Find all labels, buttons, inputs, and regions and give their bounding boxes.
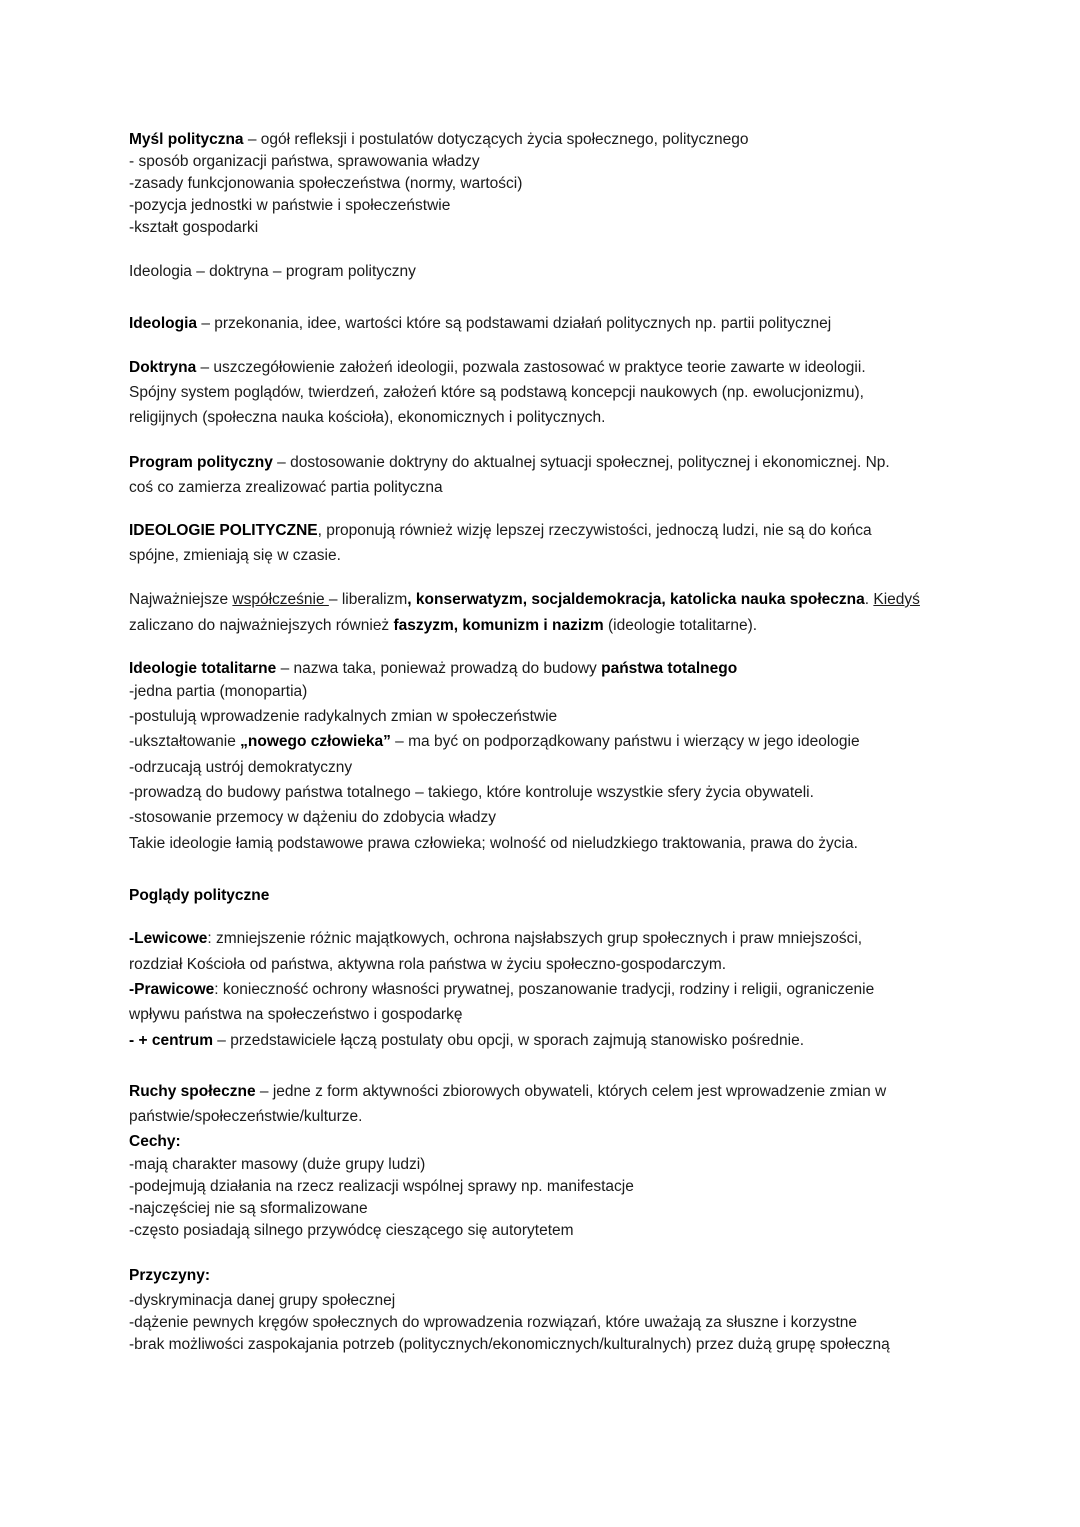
ideologia-term: Ideologia — [129, 315, 198, 332]
lewicowe-term: -Lewicowe — [129, 930, 208, 947]
ideologia-text: – przekonania, idee, wartości które są podstawami działań politycznych np. partii politycznej — [197, 315, 832, 332]
cechy-item-1: -mają charakter masowy (duże grupy ludzi) — [129, 1156, 426, 1173]
totalitarne-item-3-c: – ma być on podporządkowany państwu i wierzący w jego ideologie — [390, 733, 860, 750]
mysl-item-3: -pozycja jednostki w państwie i społeczeństwie — [129, 197, 451, 214]
ruchy-text-1: – jedne z form aktywności zbiorowych obywateli, których celem jest wprowadzenie zmian w — [255, 1083, 887, 1100]
ruchy-line-2: państwie/społeczeństwie/kulturze. — [129, 1108, 363, 1125]
poglady-heading — [129, 886, 269, 906]
najwazniejsze-line-2 — [129, 616, 757, 636]
kiedys-underlined: Kiedyś — [873, 591, 920, 608]
totalitarne-item-2: -postulują wprowadzenie radykalnych zmian w społeczeństwie — [129, 708, 558, 725]
totalitarne-item-1: -jedna partia (monopartia) — [129, 683, 308, 700]
panstwa-totalnego-bold: państwa totalnego — [601, 660, 738, 677]
centrum-term: - + centrum — [129, 1032, 213, 1049]
mysl-item-1: - sposób organizacji państwa, sprawowania władzy — [129, 153, 480, 170]
prawicowe-line-1 — [129, 980, 874, 1000]
ideologie-polityczne-line-2: spójne, zmieniają się w czasie. — [129, 547, 341, 564]
program-term: Program polityczny — [129, 454, 273, 471]
cechy-item-4: -często posiadają silnego przywódcę cieszącego się autorytetem — [129, 1222, 574, 1239]
lewicowe-line-1 — [129, 929, 862, 949]
totalitarne-term: Ideologie totalitarne — [129, 660, 277, 677]
totalitarne-lead — [129, 659, 737, 679]
prawicowe-term: -Prawicowe — [129, 981, 215, 998]
najwazniejsze-text-c: . — [864, 591, 874, 608]
przyczyny-item-3: -brak możliwości zaspokajania potrzeb (politycznych/ekonomicznych/kulturalnych) przez dużą grupę społeczną — [129, 1336, 890, 1353]
mysl-definition — [129, 130, 748, 150]
doktryna-term: Doktryna — [129, 359, 197, 376]
doktryna-text-1: – uszczegółowienie założeń ideologii, pozwala zastosować w praktyce teorie zawarte w ideologii. — [196, 359, 866, 376]
przyczyny-item-1: -dyskryminacja danej grupy społecznej — [129, 1292, 396, 1309]
mysl-term: Myśl polityczna — [129, 131, 244, 148]
program-text-1: – dostosowanie doktryny do aktualnej sytuacji społecznej, politycznej i ekonomicznej. Np. — [272, 454, 890, 471]
najwazniejsze-text-e: (ideologie totalitarne). — [603, 617, 758, 634]
centrum-line — [129, 1031, 804, 1051]
totalitarne-item-3 — [129, 732, 860, 752]
doktryna-line-2: Spójny system poglądów, twierdzeń, założeń które są podstawą koncepcji naukowych (np. ewolucjonizmu), — [129, 384, 864, 401]
najwazniejsze-text-b: – liberalizm — [328, 591, 408, 608]
ruchy-term: Ruchy społeczne — [129, 1083, 256, 1100]
lewicowe-line-2: rozdział Kościoła od państwa, aktywna rola państwa w życiu społeczno-gospodarczym. — [129, 956, 727, 973]
najwazniejsze-line-1 — [129, 590, 920, 610]
lewicowe-text-1: : zmniejszenie różnic majątkowych, ochrona najsłabszych grup społecznych i praw mniejszości, — [207, 930, 863, 947]
cechy-heading — [129, 1132, 181, 1152]
mysl-item-4: -kształt gospodarki — [129, 219, 259, 236]
chain-line: Ideologia – doktryna – program polityczny — [129, 263, 416, 280]
totalitarne-lead-text: – nazwa taka, ponieważ prowadzą do budowy — [276, 660, 602, 677]
najwazniejsze-text-a: Najważniejsze — [129, 591, 233, 608]
centrum-text: – przedstawiciele łączą postulaty obu opcji, w sporach zajmują stanowisko pośrednie. — [212, 1032, 805, 1049]
nowego-czlowieka-bold: „nowego człowieka” — [240, 733, 391, 750]
mysl-item-2: -zasady funkcjonowania społeczeństwa (normy, wartości) — [129, 175, 523, 192]
ideologia-definition — [129, 314, 831, 334]
cechy-heading-text: Cechy: — [129, 1133, 181, 1150]
doktryna-line-3: religijnych (społeczna nauka kościoła), ekonomicznych i politycznych. — [129, 409, 606, 426]
prawicowe-line-2: wpływu państwa na społeczeństwo i gospodarkę — [129, 1006, 463, 1023]
przyczyny-heading — [129, 1266, 210, 1286]
totalitarne-item-3-a: -ukształtowanie — [129, 733, 241, 750]
najwazniejsze-bold: , konserwatyzm, socjaldemokracja, katolicka nauka społeczna — [407, 591, 865, 608]
program-line-2: coś co zamierza zrealizować partia polityczna — [129, 479, 443, 496]
wspolczesnie-underlined: współcześnie — [232, 591, 329, 608]
prawicowe-text-1: : konieczność ochrony własności prywatnej, poszanowanie tradycji, rodziny i religii, ograniczenie — [214, 981, 875, 998]
mysl-text: – ogół refleksji i postulatów dotyczących życia społecznego, politycznego — [243, 131, 749, 148]
program-line-1 — [129, 453, 890, 473]
cechy-item-3: -najczęściej nie są sformalizowane — [129, 1200, 368, 1217]
ideologie-polityczne-text-1: , proponują również wizję lepszej rzeczywistości, jednoczą ludzi, nie są do końca — [317, 522, 872, 539]
totalitarian-list-bold: faszyzm, komunizm i nazizm — [393, 617, 604, 634]
najwazniejsze-text-d: zaliczano do najważniejszych również — [129, 617, 394, 634]
przyczyny-heading-text: Przyczyny: — [129, 1267, 210, 1284]
totalitarne-summary: Takie ideologie łamią podstawowe prawa człowieka; wolność od nieludzkiego traktowania, prawa do życia. — [129, 835, 858, 852]
przyczyny-item-2: -dążenie pewnych kręgów społecznych do wprowadzenia rozwiązań, które uważają za słuszne i korzystne — [129, 1314, 858, 1331]
poglady-heading-text: Poglądy polityczne — [129, 887, 270, 904]
totalitarne-item-5: -prowadzą do budowy państwa totalnego – takiego, które kontroluje wszystkie sfery życia obywateli. — [129, 784, 814, 801]
cechy-item-2: -podejmują działania na rzecz realizacji wspólnej sprawy np. manifestacje — [129, 1178, 634, 1195]
doktryna-line-1 — [129, 358, 866, 378]
ideologie-polityczne-term: IDEOLOGIE POLITYCZNE — [129, 522, 318, 539]
totalitarne-item-6: -stosowanie przemocy w dążeniu do zdobycia władzy — [129, 809, 497, 826]
ruchy-line-1 — [129, 1082, 886, 1102]
ideologie-polityczne-line-1 — [129, 521, 872, 541]
totalitarne-item-4: -odrzucają ustrój demokratyczny — [129, 759, 353, 776]
